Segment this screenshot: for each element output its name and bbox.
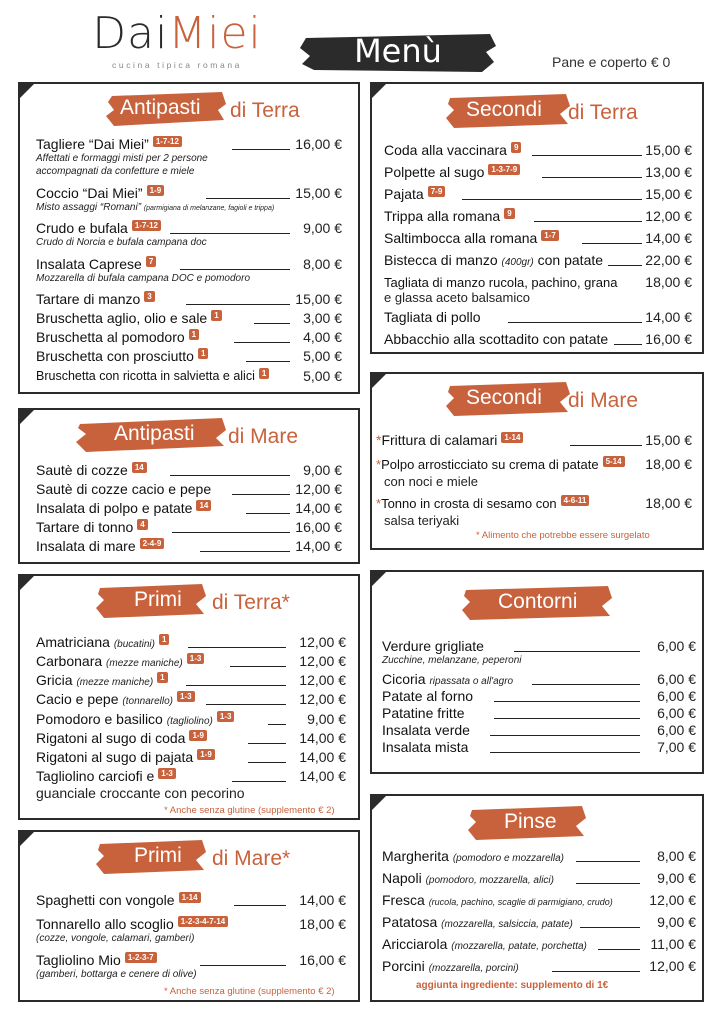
- menu-item: Insalata Caprese 7: [36, 256, 156, 273]
- allergen-badge: 4: [137, 519, 147, 530]
- panel-corner: [19, 831, 35, 847]
- panel-secondi-terra: [370, 82, 704, 354]
- panel-corner: [371, 795, 387, 811]
- item-price: 16,00 €: [645, 331, 692, 347]
- section-title: [468, 804, 618, 842]
- allergen-badge: 1: [159, 634, 169, 645]
- menu-item-line2: guanciale croccante con pecorino: [36, 785, 245, 801]
- item-price: 15,00 €: [645, 142, 692, 158]
- menu-item: Sautè di cozze cacio e pepe: [36, 481, 212, 497]
- item-price: 15,00 €: [645, 432, 692, 448]
- allergen-badge: 7-9: [428, 186, 446, 197]
- menu-item: Tagliolino carciofi e 1-3: [36, 768, 176, 785]
- item-price: 6,00 €: [657, 638, 696, 654]
- menu-item: Gricia (mezze maniche) 1: [36, 672, 168, 691]
- allergen-badge: 2-4-9: [140, 538, 165, 549]
- item-description: Zucchine, melanzane, peperoni: [382, 655, 522, 666]
- panel-antipasti-terra: [18, 82, 360, 394]
- menu-title: Menù: [354, 32, 442, 70]
- section-title: [96, 838, 336, 876]
- allergen-badge: 1-9: [189, 730, 207, 741]
- menu-item: Trippa alla romana 9: [384, 208, 515, 225]
- footnote: * Alimento che potrebbe essere surgelato: [476, 530, 650, 541]
- allergen-badge: 1: [198, 348, 208, 359]
- item-price: 14,00 €: [299, 730, 346, 746]
- panel-pinse: [370, 794, 704, 1002]
- allergen-badge: 5-14: [603, 456, 625, 467]
- item-price: 15,00 €: [295, 185, 342, 201]
- menu-item: Bistecca di manzo (400gr) con patate: [384, 252, 604, 268]
- menu-item: Crudo e bufala 1-7-12: [36, 220, 161, 237]
- menu-item: Tonnarello allo scoglio 1-2-3-4-7-14: [36, 916, 228, 933]
- logo: [92, 8, 262, 70]
- menu-item: Tagliolino Mio 1-2-3-7: [36, 952, 157, 969]
- item-price: 8,00 €: [657, 848, 696, 864]
- item-description: (cozze, vongole, calamari, gamberi): [36, 933, 195, 944]
- item-price: 18,00 €: [645, 274, 692, 290]
- section-title-sub: di Mare*: [212, 847, 291, 870]
- menu-item: Napoli (pomodoro, mozzarella, alici): [382, 870, 554, 886]
- allergen-badge: 1: [189, 329, 199, 340]
- allergen-badge: 9: [504, 208, 514, 219]
- item-price: 11,00 €: [650, 936, 696, 952]
- section-title-main: Antipasti: [120, 96, 201, 119]
- section-title-main: Primi: [134, 844, 182, 867]
- allergen-badge: 1-3-7-9: [488, 164, 520, 175]
- item-description: Affettati e formaggi misti per 2 persone: [36, 153, 208, 164]
- section-title: [446, 380, 686, 418]
- section-title: [446, 92, 686, 130]
- item-price: 18,00 €: [645, 456, 692, 472]
- item-price: 18,00 €: [645, 495, 692, 511]
- allergen-badge: 1-9: [147, 185, 165, 196]
- item-price: 12,00 €: [299, 653, 346, 669]
- menu-item: Margherita (pomodoro e mozzarella): [382, 848, 564, 864]
- menu-item: Patatosa (mozzarella, salsiccia, patate): [382, 914, 573, 930]
- item-price: 14,00 €: [295, 500, 342, 516]
- menu-item: Pomodoro e basilico (tagliolino) 1-3: [36, 711, 234, 730]
- menu-item: Aricciarola (mozzarella, patate, porchetta): [382, 936, 587, 952]
- section-title: [462, 584, 622, 622]
- section-title-sub: di Mare: [228, 425, 299, 448]
- menu-item-line2: salsa teriyaki: [384, 513, 460, 528]
- item-price: 16,00 €: [295, 136, 342, 152]
- item-price: 5,00 €: [303, 368, 342, 384]
- menu-item: Tagliata di manzo rucola, pachino, grana: [384, 275, 618, 290]
- menu-item: Insalata di mare 2-4-9: [36, 538, 164, 555]
- panel-corner: [371, 83, 387, 99]
- menu-item: *Polpo arrosticciato su crema di patate 5-14: [376, 456, 625, 473]
- section-title-main: Pinse: [504, 810, 557, 833]
- allergen-badge: 1-3: [217, 711, 235, 722]
- item-price: 12,00 €: [649, 958, 696, 974]
- menu-item: Rigatoni al sugo di pajata 1-9: [36, 749, 215, 766]
- item-price: 12,00 €: [645, 208, 692, 224]
- panel-primi-terra: [18, 574, 360, 820]
- section-title: [96, 582, 336, 620]
- section-title-main: Secondi: [466, 98, 542, 121]
- item-price: 14,00 €: [299, 768, 346, 784]
- allergen-badge: 1-7-12: [132, 220, 161, 231]
- menu-item: Coccio “Dai Miei” 1-9: [36, 185, 164, 202]
- allergen-badge: 1: [157, 672, 167, 683]
- menu-item: Tagliere “Dai Miei” 1-7-12: [36, 136, 182, 153]
- coperto-text: Pane e coperto € 0: [552, 54, 671, 70]
- menu-item: Bruschetta con ricotta in salvietta e alici 1: [36, 368, 269, 385]
- menu-item-line2: con noci e miele: [384, 474, 478, 489]
- section-title-main: Primi: [134, 588, 182, 611]
- item-price: 6,00 €: [657, 688, 696, 704]
- item-description: Mozzarella di bufala campana DOC e pomodoro: [36, 273, 250, 284]
- item-price: 12,00 €: [299, 691, 346, 707]
- section-title-sub: di Terra*: [212, 591, 290, 614]
- item-price: 9,00 €: [657, 914, 696, 930]
- item-price: 15,00 €: [295, 291, 342, 307]
- menu-banner: [300, 28, 496, 76]
- menu-item: Patatine fritte: [382, 705, 465, 721]
- menu-item: Spaghetti con vongole 1-14: [36, 892, 201, 909]
- item-price: 12,00 €: [649, 892, 696, 908]
- item-price: 22,00 €: [645, 252, 692, 268]
- section-title: [106, 90, 336, 128]
- panel-corner: [371, 373, 387, 389]
- logo-subtitle: cucina tipica romana: [112, 60, 242, 70]
- allergen-badge: 1-14: [501, 432, 523, 443]
- menu-item: Verdure grigliate: [382, 638, 484, 654]
- section-title-main: Contorni: [498, 590, 578, 613]
- panel-corner: [19, 575, 35, 591]
- item-description: accompagnati da confetture e miele: [36, 166, 195, 177]
- allergen-badge: 1-2-3-7: [125, 952, 157, 963]
- panel-antipasti-mare: [18, 408, 360, 564]
- allergen-badge: 1-3: [177, 691, 195, 702]
- menu-item: Bruschetta al pomodoro 1: [36, 329, 199, 346]
- menu-item: Pajata 7-9: [384, 186, 445, 203]
- item-price: 12,00 €: [299, 672, 346, 688]
- panel-primi-mare: [18, 830, 360, 1002]
- item-price: 12,00 €: [295, 481, 342, 497]
- allergen-badge: 7: [146, 256, 156, 267]
- menu-item: Saltimbocca alla romana 1-7: [384, 230, 559, 247]
- allergen-badge: 1-9: [197, 749, 215, 760]
- logo-text-dai: Dai: [92, 8, 169, 59]
- item-price: 4,00 €: [303, 329, 342, 345]
- item-price: 15,00 €: [645, 186, 692, 202]
- item-description: (gamberi, bottarga e cenere di olive): [36, 969, 197, 980]
- allergen-badge: 1: [211, 310, 221, 321]
- menu-item: Abbacchio alla scottadito con patate: [384, 331, 609, 347]
- section-title-sub: di Terra: [568, 101, 638, 124]
- section-title-main: Antipasti: [114, 422, 195, 445]
- item-price: 12,00 €: [299, 634, 346, 650]
- menu-item: Insalata mista: [382, 739, 469, 755]
- item-price: 14,00 €: [299, 892, 346, 908]
- panel-corner: [19, 409, 35, 425]
- menu-item: Amatriciana (bucatini) 1: [36, 634, 169, 653]
- menu-item: Polpette al sugo 1-3-7-9: [384, 164, 520, 181]
- menu-item: Coda alla vaccinara 9: [384, 142, 521, 159]
- item-price: 14,00 €: [299, 749, 346, 765]
- menu-item: Tartare di manzo 3: [36, 291, 155, 308]
- item-price: 9,00 €: [307, 711, 346, 727]
- allergen-badge: 1-7-12: [153, 136, 182, 147]
- menu-item: Fresca (rucola, pachino, scaglie di parmigiano, crudo): [382, 892, 613, 908]
- menu-item: *Tonno in crosta di sesamo con 4-6-11: [376, 495, 589, 512]
- menu-item: Sautè di cozze 14: [36, 462, 147, 479]
- allergen-badge: 4-6-11: [561, 495, 590, 506]
- section-title-sub: di Mare: [568, 389, 639, 412]
- item-price: 6,00 €: [657, 722, 696, 738]
- footnote: aggiunta ingrediente: supplemento di 1€: [416, 980, 609, 991]
- item-price: 8,00 €: [303, 256, 342, 272]
- menu-item: Tagliata di pollo: [384, 309, 481, 325]
- panel-corner: [19, 83, 35, 99]
- menu-item: Bruschetta aglio, olio e sale 1: [36, 310, 222, 327]
- item-price: 16,00 €: [295, 519, 342, 535]
- section-title: [76, 416, 316, 454]
- item-description: Misto assaggi “Romani” (parmigiana di melanzane, fagioli e trippa): [36, 202, 275, 213]
- allergen-badge: 3: [144, 291, 154, 302]
- item-price: 9,00 €: [657, 870, 696, 886]
- menu-item: Tartare di tonno 4: [36, 519, 148, 536]
- section-title-sub: di Terra: [230, 99, 300, 122]
- footnote: * Anche senza glutine (supplemento € 2): [164, 986, 335, 997]
- menu-item: Cacio e pepe (tonnarello) 1-3: [36, 691, 195, 710]
- menu-item: Rigatoni al sugo di coda 1-9: [36, 730, 207, 747]
- panel-secondi-mare: [370, 372, 704, 550]
- item-price: 6,00 €: [657, 671, 696, 687]
- menu-item: Insalata di polpo e patate 14: [36, 500, 211, 517]
- allergen-badge: 1-3: [158, 768, 176, 779]
- menu-item: Porcini (mozzarella, porcini): [382, 958, 519, 974]
- item-price: 5,00 €: [303, 348, 342, 364]
- item-price: 7,00 €: [657, 739, 696, 755]
- item-price: 14,00 €: [645, 309, 692, 325]
- item-price: 3,00 €: [303, 310, 342, 326]
- allergen-badge: 1-7: [541, 230, 559, 241]
- allergen-badge: 1-2-3-4-7-14: [178, 916, 228, 927]
- allergen-badge: 9: [511, 142, 521, 153]
- allergen-badge: 1-14: [179, 892, 201, 903]
- item-price: 14,00 €: [295, 538, 342, 554]
- menu-item: Carbonara (mezze maniche) 1-3: [36, 653, 204, 672]
- panel-corner: [371, 571, 387, 587]
- logo-text-miei: Miei: [168, 8, 262, 59]
- allergen-badge: 14: [132, 462, 147, 473]
- panel-contorni: [370, 570, 704, 774]
- item-price: 16,00 €: [299, 952, 346, 968]
- item-price: 9,00 €: [303, 220, 342, 236]
- item-description: Crudo di Norcia e bufala campana doc: [36, 237, 207, 248]
- item-price: 6,00 €: [657, 705, 696, 721]
- menu-item: *Frittura di calamari 1-14: [376, 432, 523, 449]
- section-title-main: Secondi: [466, 386, 542, 409]
- item-price: 13,00 €: [645, 164, 692, 180]
- menu-item: Cicoria ripassata o all'agro: [382, 671, 514, 687]
- item-price: 9,00 €: [303, 462, 342, 478]
- menu-item: Patate al forno: [382, 688, 474, 704]
- allergen-badge: 1-3: [187, 653, 205, 664]
- item-price: 18,00 €: [299, 916, 346, 932]
- menu-item: Insalata verde: [382, 722, 470, 738]
- menu-item-line2: e glassa aceto balsamico: [384, 290, 530, 305]
- footnote: * Anche senza glutine (supplemento € 2): [164, 805, 335, 816]
- allergen-badge: 14: [196, 500, 211, 511]
- menu-item: Bruschetta con prosciutto 1: [36, 348, 208, 365]
- allergen-badge: 1: [259, 368, 269, 379]
- item-price: 14,00 €: [645, 230, 692, 246]
